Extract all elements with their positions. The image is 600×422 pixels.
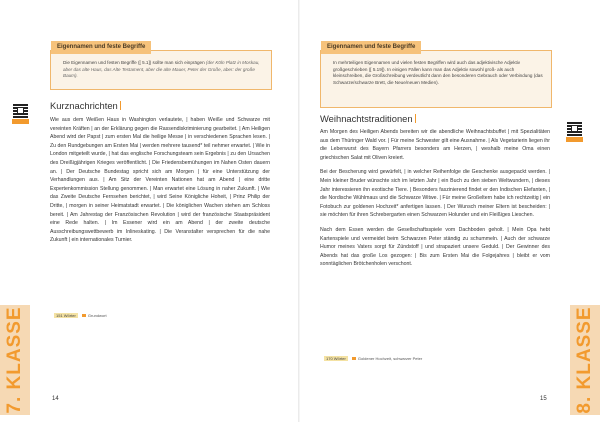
left-rule-main: Die Eigennamen und festen Begriffe ([ 5.1]) sollte man sich einprägen	[63, 60, 205, 65]
left-rule-text	[51, 51, 271, 85]
left-rule-example: (der Köln Platz in Moskau, aber das alte Haus, das Alte Testament, aber die alte Mauer, Peter der Große, aber: der große Baum).	[63, 60, 260, 79]
left-legend-item: Grundwort	[87, 313, 107, 318]
left-legend	[54, 313, 107, 318]
right-rule-box	[320, 44, 552, 108]
right-rule-text: In mehrteiligen Eigennamen und vielen festen Begriffen wird auch das adjektivische Adjektiv großgeschrieben ([ 5.19]). In einigen Fällen kann man das Adjektiv sowohl groß- als auch kleinschreiben, die Großschreibung verdeutlicht dann den besonderen Gebrauch oder Verbindung (das Schwarze/schwarze Brett, die Neue/neuen Medien).	[333, 60, 543, 85]
left-body-paragraph: Wie aus dem Weißen Haus in Washington verlautete, | haben Weiße und Schwarze mit vereinten Kräften | an der Erklärung gegen die Rassendiskriminierung gearbeitet. | Am Heiligen Abend wird der Papst | zum ersten Mal die heilige Messe | in verschiedenen Sprachen lesen. | Zu den Rundgebungen am Ersten Mai | werden mehrere tausend* teil nehmer erwartet. | Wie in London mitgeteilt wurde, | hat das englische Forschungsteam sein Ergebnis | zu den Ursachen des Dreißigjährigen Krieges veröffentlicht. | Die Friedensbemühungen im Nahen Osten dauern an. | Der Deutsche Bundestag spricht sich am Morgen | für eine Unterstützung der Verhandlungen aus. | Am Sitz der Vereinten Nationen hat am Abend | eine dritte Expertenkommission Stellung genommen. | Man erwartet eine Lösung in naher Zukunft. | Wie das Zweite Deutsche Fernsehen berichtet, | wird Seine Königliche Hoheit, | Prinz Philip der Dritte, | morgen in seiner Heimatstadt erwartet. | Die königlichen Wachen stehen am Schloss bereit. | Am Jahrestag der Französischen Revolution | wird der französische Staatspräsident eine Rede halten. | Im Essener wird ein am Abend | der zweite deutsche Ausschreibungswettbewerb im Inlineskating. | Die Veranstalter versprechen für die nahe Zukunft | ein internationales Turnier.	[50, 117, 270, 244]
left-rule-box	[50, 44, 272, 90]
right-grade-label: 8. KLASSE	[574, 306, 595, 414]
left-body-text	[50, 116, 270, 251]
left-grade-tab	[0, 305, 30, 415]
right-section-title-text: Weihnachtstraditionen	[320, 113, 413, 124]
right-body-text	[320, 128, 550, 275]
right-page-number: 15	[540, 396, 547, 402]
right-section-title	[320, 113, 416, 124]
left-section-title	[50, 100, 121, 111]
left-legend-swatch	[82, 314, 86, 317]
left-rule-heading: Eigennamen und feste Begriffe	[51, 41, 151, 54]
right-grade-tab	[570, 305, 600, 415]
right-body-paragraph-2: Bei der Bescherung wird gewürfelt, | in welcher Reihenfolge die Geschenke ausgepackt werden. | Mein kleiner Bruder wünschte sich im letzten Jahr | ein Buch zu den sieben Weltwundern, | dieses Jahr interessieren ihn exotische Tiere. | Besonders faszinierend findet er den Indischen Elefanten, | die Nordische Wühlmaus und die Schwarze Witwe. | Für meine Großeltern habe ich rechtzeitig | ein Fotobuch zur goldenen Hochzeit* anfertigen lassen. | Der Wunsch meiner Eltern ist bescheiden: | sie möchten für ihren Schrebergarten einen Schwarzen Holunder und ein Fleißiges Lieschen.	[320, 169, 550, 219]
right-word-count: 170 Wörter	[326, 356, 346, 361]
left-section-title-text: Kurznachrichten	[50, 100, 118, 111]
left-grade-label: 7. KLASSE	[4, 306, 25, 414]
right-legend-item: Goldener Hochzeit, schwarzer Peter	[357, 356, 423, 361]
left-word-count: 151 Wörter	[56, 313, 76, 318]
right-legend-swatch	[352, 357, 356, 360]
right-legend	[324, 356, 422, 361]
right-rule-heading: Eigennamen und feste Begriffe	[321, 41, 421, 54]
left-page-number: 14	[52, 396, 59, 402]
qr-code-icon[interactable]	[12, 103, 29, 125]
right-body-paragraph-3: Nach dem Essen werden die Gesellschaftsspiele vom Dachboden geholt. | Mein Opa hebt Kartenspiele und vermeidet beim Schwarzen Peter ständig zu schummeln. | Auch der schwarze Humor meines Vaters sorgt für Zündstoff | und strapaziert unsere Geduld. | Der Gewinner des Abends hat das große Los gezogen: | Bis zum Ersten Mai die Folgejahres | bleibt er vom sonntäglichen Brötchenholen verschont.	[320, 226, 550, 268]
right-body-paragraph-1: Am Morgen des Heiligen Abends bereiten wir die abendliche Weihnachtsbuffet | mit Spezialitäten aus dem Thüringer Wald vor. | Für meine Schwester gilt eine Ausnahme. | Als Vegetarierin liegen ihr die Leberwurst des Bayern Pfarrers besonders am Herzen, | weshalb meine Oma einen griechischen Salat mit Oliven kreiert.	[320, 129, 550, 161]
right-page	[300, 0, 600, 422]
qr-code-icon-right[interactable]	[566, 121, 583, 143]
